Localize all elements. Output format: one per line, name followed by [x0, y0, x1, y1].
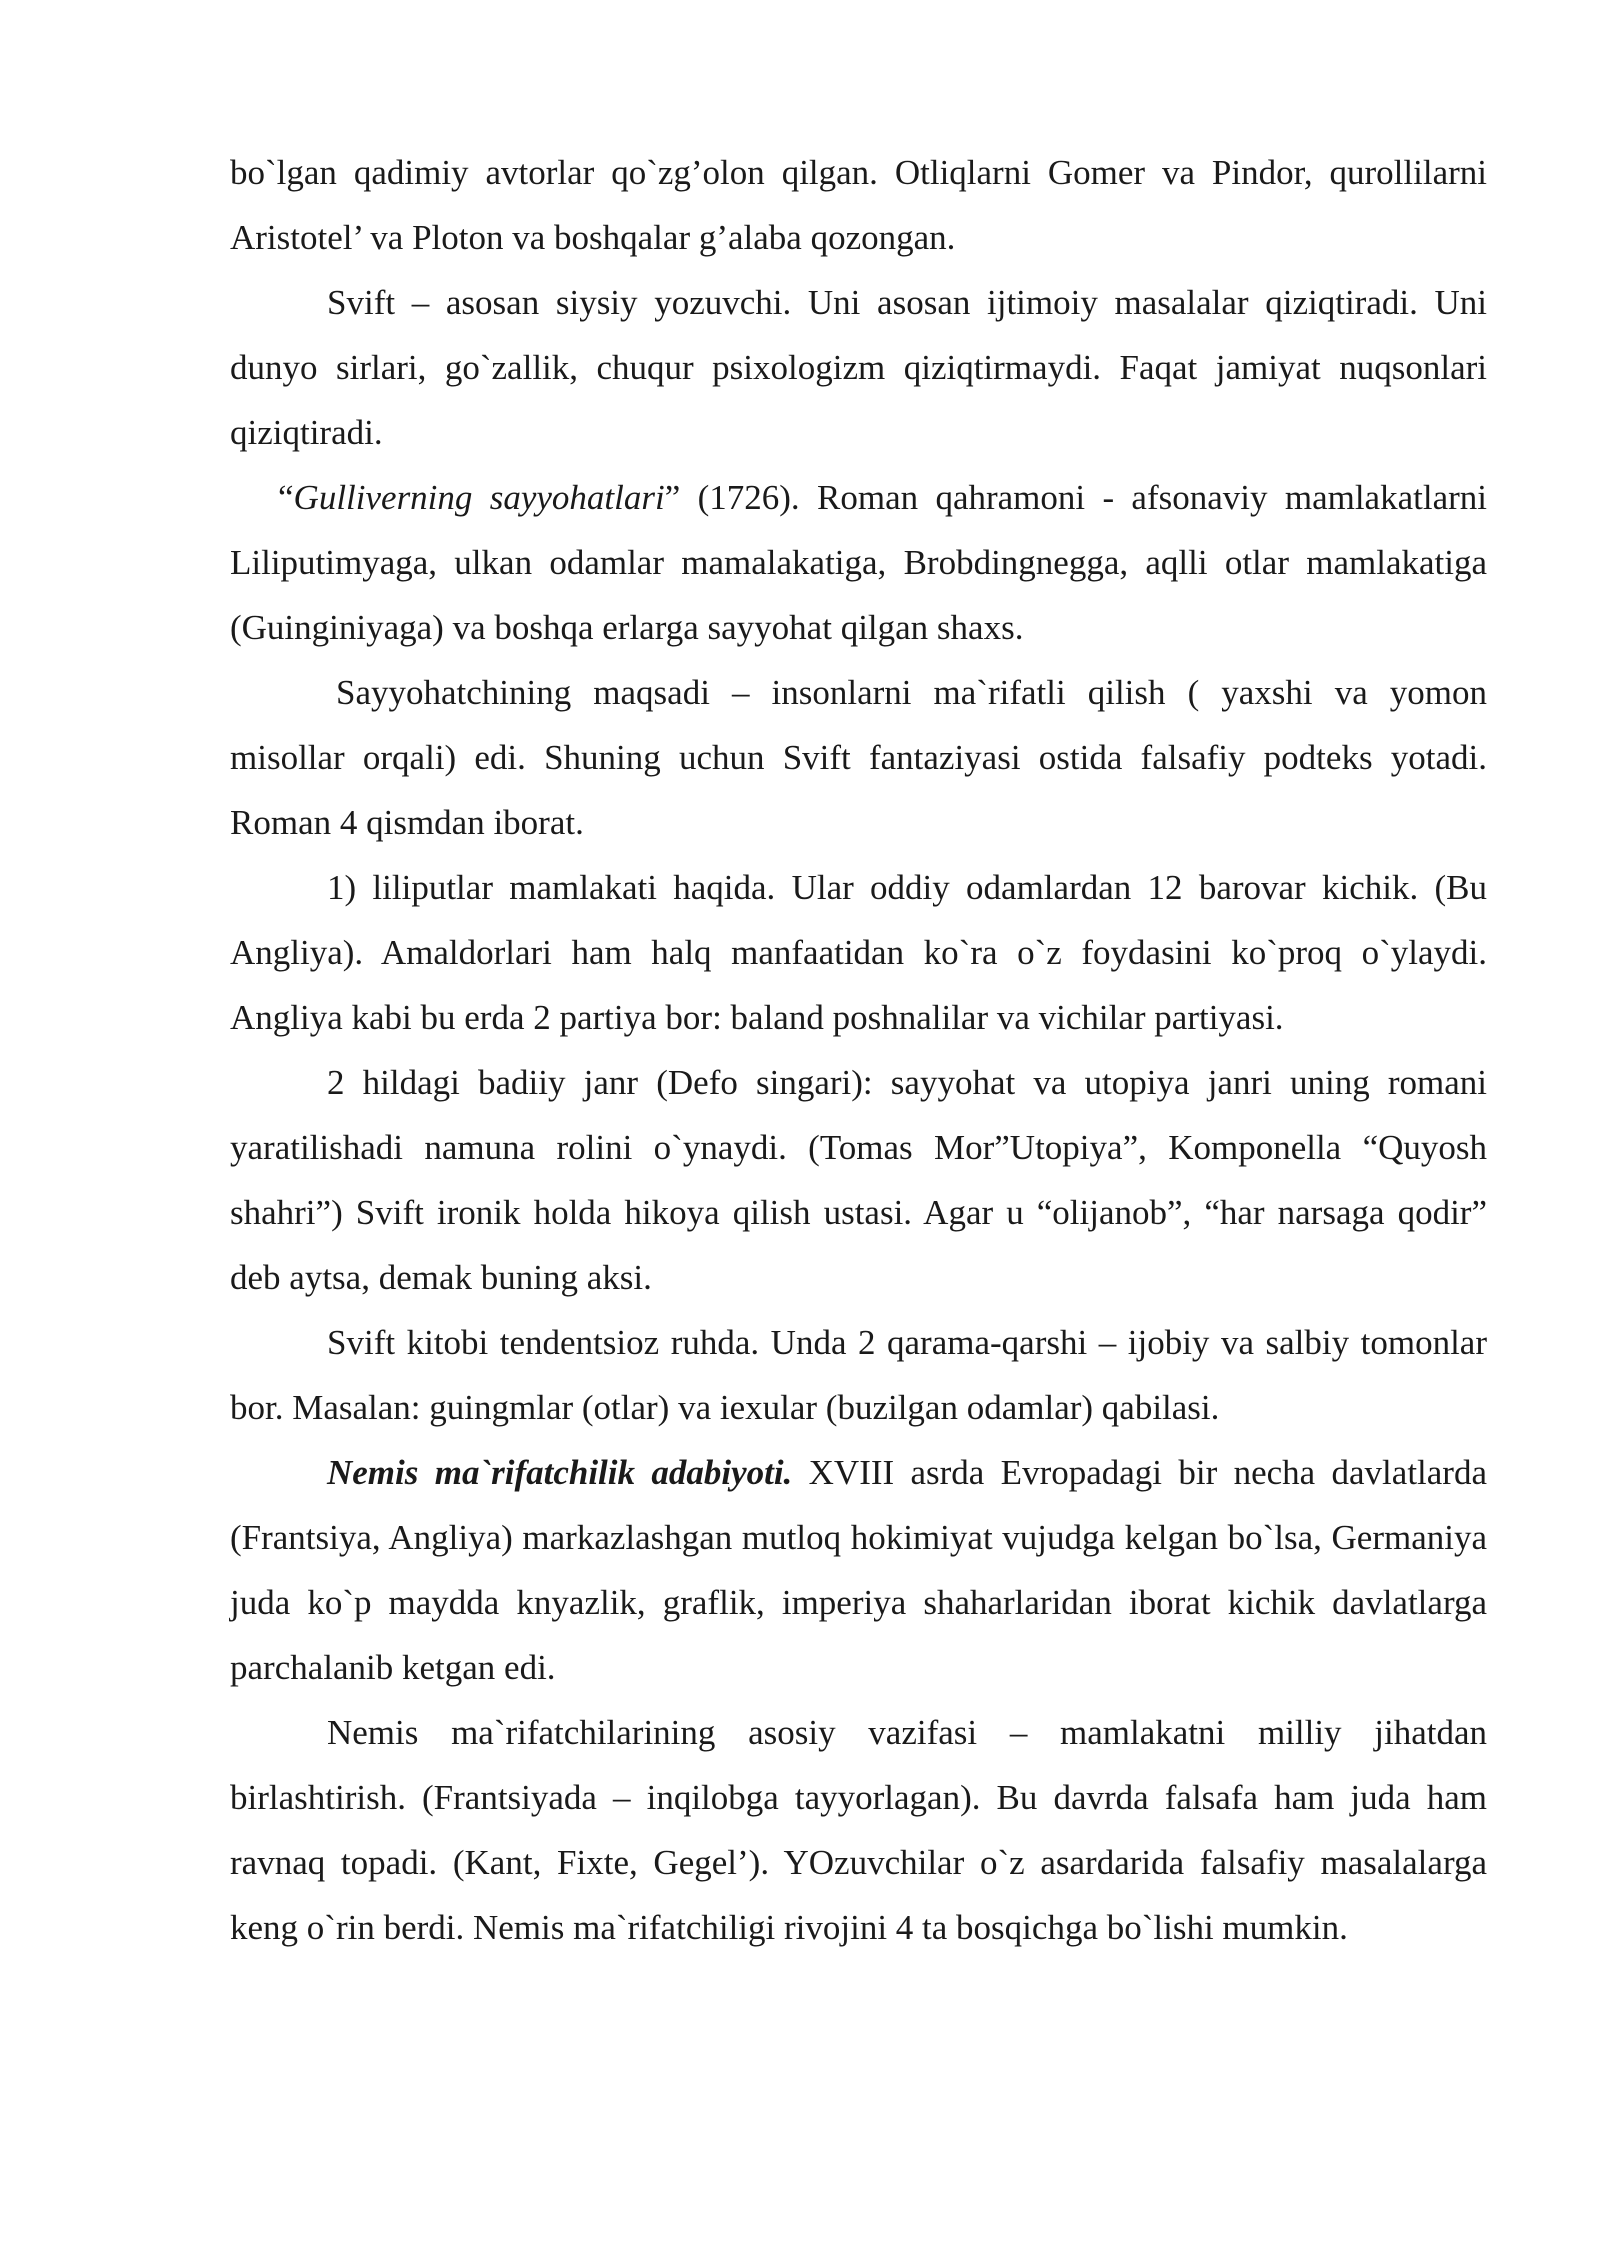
paragraph-german-tasks: Nemis ma`rifatchilarining asosiy vazifasi – mamlakatni milliy jihatdan birlashtirish. (Frantsiyada – inqilobga tayyorlagan). Bu davrda falsafa ham juda ham ravnaq topadi. (Kant, Fixte, Gegel’). YOzuvchilar o`z asardarida falsafiy masalalarga keng o`rin berdi. Nemis ma`rifatchiligi rivojini 4 ta bosqichga bo`lishi mumkin.	[230, 1713, 1487, 1947]
paragraph-lilliput: 1) liliputlar mamlakati haqida. Ular oddiy odamlardan 12 barovar kichik. (Bu Angliya). Amaldorlari ham halq manfaatidan ko`ra o`z foydasini ko`proq o`ylaydi. Angliya kabi bu erda 2 partiya bor: baland poshnalilar va vichilar partiyasi.	[230, 868, 1487, 1037]
paragraph-tendentious: Svift kitobi tendentsioz ruhda. Unda 2 qarama-qarshi – ijobiy va salbiy tomonlar bor. Masalan: guingmlar (otlar) va iexular (buzilgan odamlar) qabilasi.	[230, 1323, 1487, 1427]
paragraph-gulliver	[230, 465, 1487, 660]
gulliver-title: Gulliverning sayyohatlari	[293, 478, 665, 517]
paragraph-ancient-authors: bo`lgan qadimiy avtorlar qo`zg’olon qilgan. Otliqlarni Gomer va Pindor, qurollilarni Aristotel’ va Ploton va boshqalar g’alaba qozongan.	[230, 153, 1487, 257]
gulliver-open-quote: “	[278, 478, 294, 517]
document-page	[230, 140, 1487, 1960]
german-enlightenment-text: XVIII asrda Evropadagi bir necha davlatlarda (Frantsiya, Angliya) markazlashgan mutloq hokimiyat vujudga kelgan bo`lsa, Germaniya juda ko`p maydda knyazlik, graflik, imperiya shaharlaridan iborat kichik davlatlarga parchalanib ketgan edi.	[230, 1453, 1487, 1687]
paragraph-swift-political: Svift – asosan siysiy yozuvchi. Uni asosan ijtimoiy masalalar qiziqtiradi. Uni dunyo sirlari, go`zallik, chuqur psixologizm qiziqtirmaydi. Faqat jamiyat nuqsonlari qiziqtiradi.	[230, 283, 1487, 452]
paragraph-genre: 2 hildagi badiiy janr (Defo singari): sayyohat va utopiya janri uning romani yaratilishadi namuna rolini o`ynaydi. (Tomas Mor”Utopiya”, Komponella “Quyosh shahri”) Svift ironik holda hikoya qilish ustasi. Agar u “olijanob”, “har narsaga qodir” deb aytsa, demak buning aksi.	[230, 1063, 1487, 1297]
paragraph-traveler-goal: Sayyohatchining maqsadi – insonlarni ma`rifatli qilish ( yaxshi va yomon misollar orqali) edi. Shuning uchun Svift fantaziyasi ostida falsafiy podteks yotadi. Roman 4 qismdan iborat.	[230, 673, 1487, 842]
section-heading: Nemis ma`rifatchilik adabiyoti.	[327, 1453, 793, 1492]
paragraph-german-enlightenment	[230, 1440, 1487, 1700]
gulliver-text: ” (1726). Roman qahramoni - afsonaviy mamlakatlarni Liliputimyaga, ulkan odamlar mamalakatiga, Brobdingnegga, aqlli otlar mamlakatiga (Guinginiyaga) va boshqa erlarga sayyohat qilgan shaxs.	[230, 478, 1487, 647]
